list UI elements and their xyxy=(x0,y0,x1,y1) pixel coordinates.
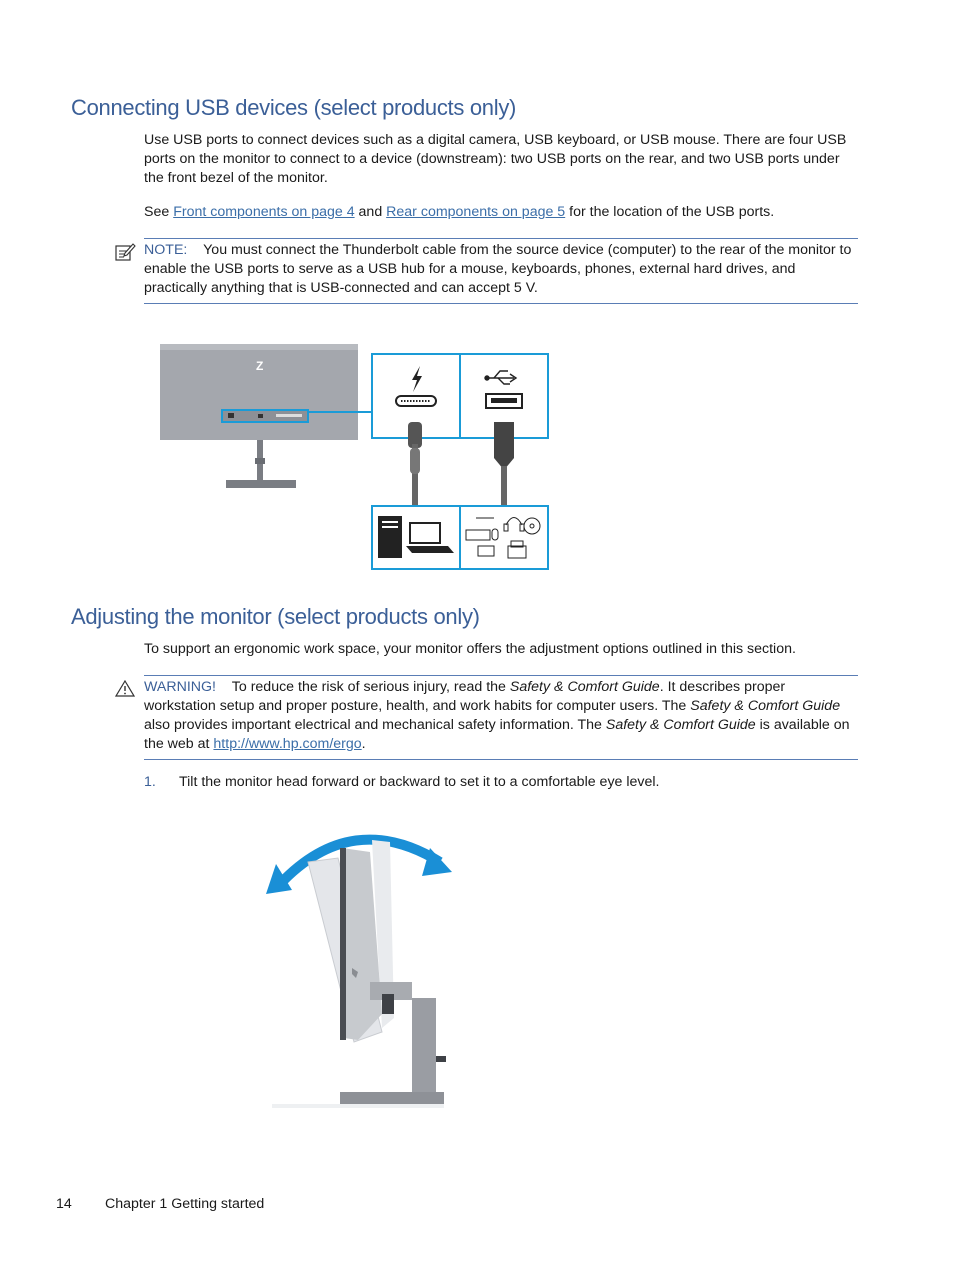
front-components-link[interactable]: Front components on page 4 xyxy=(173,204,355,220)
warning-text-g: is available on the web at xyxy=(144,717,850,752)
section-heading-adjusting: Adjusting the monitor (select products only) xyxy=(71,604,480,629)
warning-text-c: . It describes proper workstation setup and proper posture, health, and work habits for computer users. The xyxy=(144,679,786,714)
usb-intro-paragraph: Use USB ports to connect devices such as a digital camera, USB keyboard, or USB mouse. There are four USB ports on the monitor to connect to a device (downstream): two USB ports on the rear, and two USB ports under the front bezel of the monitor. xyxy=(144,132,847,186)
note-paragraph xyxy=(144,241,858,298)
step-1-text: Tilt the monitor head forward or backward to set it to a comfortable eye level. xyxy=(179,774,660,790)
devices-box xyxy=(460,506,548,569)
warning-text-a: To reduce the risk of serious injury, read the xyxy=(231,679,510,695)
note-pencil-icon xyxy=(114,242,136,262)
see-prefix: See xyxy=(144,204,174,220)
monitor-tilt-illustration xyxy=(262,818,458,1110)
warning-paragraph xyxy=(144,678,858,754)
step-1-number: 1. xyxy=(144,774,156,790)
note-text: You must connect the Thunderbolt cable from the source device (computer) to the rear of the monitor to enable the USB ports to serve as a USB hub for a mouse, keyboards, phones, external hard drives, and practically anything that is USB-connected and can accept 5 V. xyxy=(144,242,852,296)
warning-label: WARNING! xyxy=(144,679,216,695)
note-bottom-rule xyxy=(144,303,858,304)
svg-text:Z: Z xyxy=(256,359,264,373)
warning-text-h: . xyxy=(361,736,366,752)
see-components-paragraph xyxy=(144,203,856,222)
page-number: 14 xyxy=(56,1196,72,1212)
warning-top-rule xyxy=(144,675,858,676)
see-suffix: for the location of the USB ports. xyxy=(565,204,775,220)
warning-bottom-rule xyxy=(144,759,858,760)
warning-guide-title-1: Safety & Comfort Guide xyxy=(509,679,660,695)
warning-guide-title-2: Safety & Comfort Guide xyxy=(690,698,841,714)
chapter-title: Chapter 1 Getting started xyxy=(105,1196,265,1212)
monitor-rear-illustration xyxy=(160,344,372,488)
adjusting-intro-paragraph: To support an ergonomic work space, your monitor offers the adjustment options outlined in this section. xyxy=(144,641,796,657)
hp-ergo-link[interactable]: http://www.hp.com/ergo xyxy=(213,736,362,752)
note-top-rule xyxy=(144,238,858,239)
see-mid: and xyxy=(354,204,387,220)
usb-connection-diagram xyxy=(158,340,552,572)
warning-text-e: also provides important electrical and mechanical safety information. The xyxy=(144,717,606,733)
warning-triangle-icon xyxy=(115,680,135,697)
warning-guide-title-3: Safety & Comfort Guide xyxy=(605,717,756,733)
rear-components-link[interactable]: Rear components on page 5 xyxy=(386,204,566,220)
section-heading-usb: Connecting USB devices (select products only) xyxy=(71,95,517,120)
note-label: NOTE: xyxy=(144,242,188,258)
